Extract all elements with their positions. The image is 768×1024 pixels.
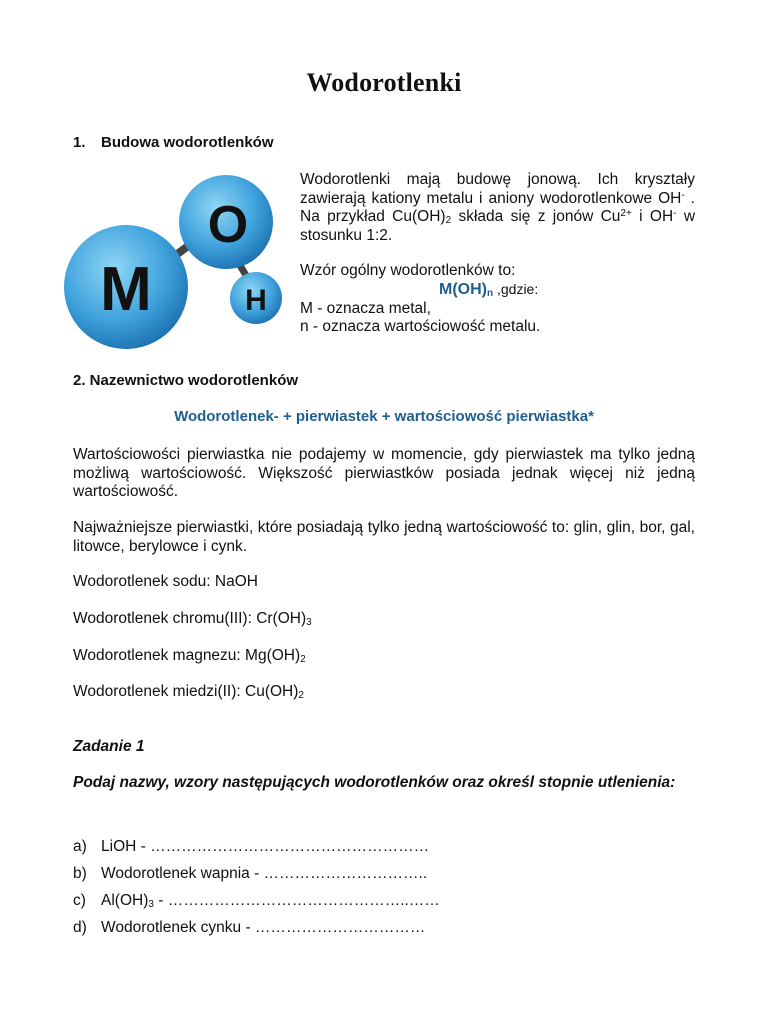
item-text: - ………………………………………..…… — [153, 892, 440, 909]
para-text: w stosunku 1:2. — [300, 208, 696, 244]
item-label: a) — [73, 838, 87, 855]
example-text: Wodorotlenek magnezu: Mg(OH) — [73, 647, 301, 664]
task-item-a — [73, 838, 429, 856]
task-heading: Zadanie 1 — [73, 738, 145, 755]
atom-h-label: H — [245, 284, 267, 317]
formula-sub: n — [486, 288, 494, 299]
item-label: d) — [73, 919, 87, 936]
item-text: Wodorotlenek cynku - …………………………… — [101, 919, 426, 936]
example-text: Wodorotlenek miedzi(II): Cu(OH) — [73, 683, 299, 700]
para-text: składa się z jonów Cu — [451, 208, 621, 225]
item-text: LiOH - ……………………………………………… — [101, 838, 430, 855]
section-1-paragraph — [300, 171, 695, 245]
section-2-paragraph-1: Wartościowości pierwiastka nie podajemy w momencie, gdy pierwiastek ma tylko jedną możliwą wartościowość. Większość pierwiastków posiada jednak więcej niż jedną wartościowość. — [73, 446, 695, 500]
formula-intro: Wzór ogólny wodorotlenków to: — [300, 262, 516, 279]
section-1-number: 1. — [73, 134, 86, 151]
item-label: c) — [73, 892, 86, 909]
definition-n: n - oznacza wartościowość metalu. — [300, 318, 541, 335]
index-sub: 2 — [298, 690, 304, 701]
task-item-b — [73, 865, 427, 883]
naming-rule: Wodorotlenek- + pierwiastek + wartościowość pierwiastka* — [174, 408, 594, 425]
example-1: Wodorotlenek sodu: NaOH — [73, 573, 258, 590]
para-text: . Na przykład Cu(OH) — [300, 189, 695, 225]
section-2-paragraph-2: Najważniejsze pierwiastki, które posiadają tylko jedną wartościowość to: glin, glin, bor, gal, litowce, berylowce i cynk. — [73, 519, 695, 555]
formula-main: M(OH) — [439, 281, 487, 298]
section-1-title: Budowa wodorotlenków — [101, 134, 274, 151]
charge-sup: - — [681, 189, 685, 201]
example-text: Wodorotlenek chromu(III): Cr(OH) — [73, 610, 307, 627]
item-text: Al(OH) — [101, 892, 149, 909]
index-sub: 3 — [148, 899, 154, 910]
index-sub: 2 — [300, 654, 306, 665]
general-formula — [439, 280, 538, 300]
definition-m: M - oznacza metal, — [300, 300, 431, 317]
task-item-c — [73, 892, 440, 910]
task-item-d — [73, 919, 425, 937]
atom-m-label: M — [100, 255, 152, 324]
molecule-illustration — [60, 172, 290, 357]
index-sub: 3 — [306, 617, 312, 628]
para-text: Wodorotlenki mają budowę jonową. Ich kryształy zawierają kationy metalu i aniony wodorotlenkowe OH — [300, 171, 695, 207]
charge-sup: - — [673, 208, 677, 219]
example-4 — [73, 683, 304, 702]
example-3 — [73, 647, 306, 666]
formula-after: ,gdzie: — [493, 281, 539, 297]
section-1-heading — [73, 134, 274, 151]
item-text: Wodorotlenek wapnia - ………………………….. — [101, 865, 428, 882]
para-text: i OH — [631, 208, 674, 225]
task-instruction: Podaj nazwy, wzory następujących wodorotlenków oraz określ stopnie utlenienia: — [73, 774, 676, 791]
atom-o-label: O — [207, 196, 249, 254]
section-2-heading: 2. Nazewnictwo wodorotlenków — [73, 372, 299, 389]
page-title: Wodorotlenki — [306, 68, 462, 97]
charge-sup: 2+ — [620, 208, 632, 219]
item-label: b) — [73, 865, 87, 882]
index-sub: 2 — [445, 215, 452, 226]
example-2 — [73, 610, 312, 629]
